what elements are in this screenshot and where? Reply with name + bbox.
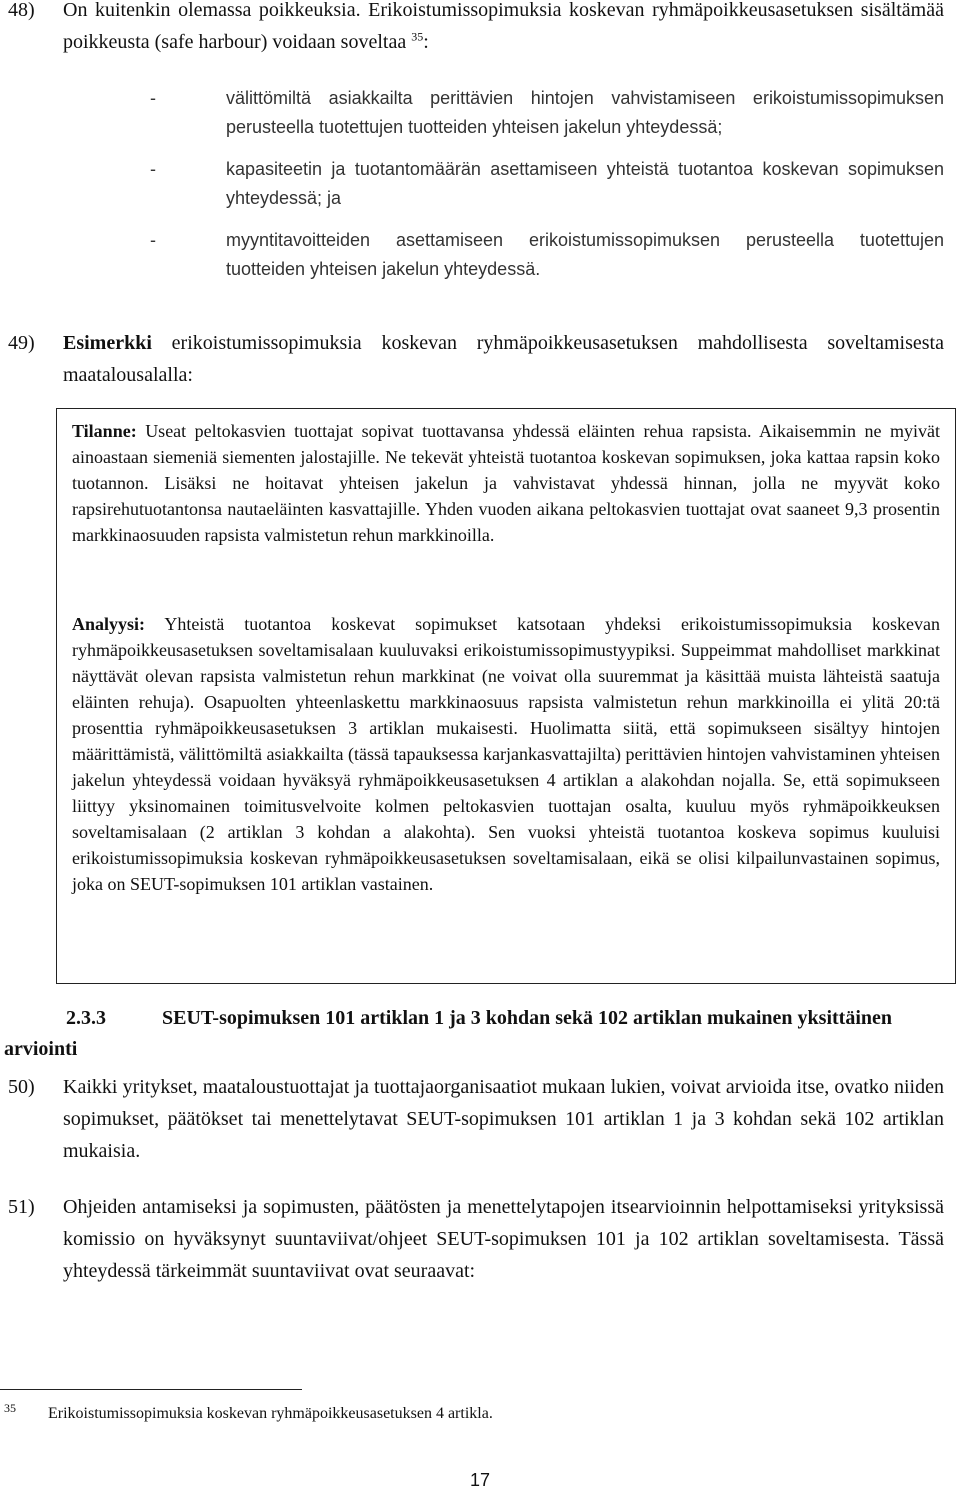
footnote-reference[interactable]: 35 (411, 29, 424, 44)
bullet-dash: - (150, 230, 156, 250)
paragraph-text: On kuitenkin olemassa poikkeuksia. Erikoistumissopimuksia koskevan ryhmäpoikkeusasetuksen sisältämää poikkeusta (safe harbour) voidaan soveltaa (63, 0, 944, 53)
paragraph-body (63, 327, 944, 391)
bullet-item (150, 226, 944, 284)
paragraph-number: 51) (8, 1196, 35, 1218)
paragraph-text-end: : (423, 31, 429, 53)
paragraph-body (63, 0, 944, 58)
paragraph-body: Kaikki yritykset, maataloustuottajat ja tuottajaorganisaatiot mukaan lukien, voivat arvioida itse, ovatko niiden sopimukset, päätökset tai menettelytavat SEUT-sopimuksen 101 artiklan 1 ja 3 kohdan sekä 102 artiklan mukaisia. (63, 1076, 944, 1162)
section-heading (4, 1003, 946, 1065)
bullet-item (150, 84, 944, 142)
analysis-text: Yhteistä tuotantoa koskevat sopimukset katsotaan yhdeksi erikoistumissopimuksia koskevan ryhmäpoikkeusasetuksen soveltamisalaan kuuluvaksi erikoistumissopimustyypiksi. Suppeimmat mahdolliset markkinat näyttävät olevan rapsista valmistetun rehun markkinat (ne voivat olla suuremmat ja käsittää muista lähteistä saatuja eläinten rehuja). Osapuolten yhteenlaskettu markkinaosuus rapsista valmistetun rehun markkinoilla ei ylitä 20:tä prosenttia ryhmäpoikkeusasetuksen 3 artiklan mukaisesti. Huolimatta siitä, että sopimukseen sisältyy hintojen määrittämistä, välittömiltä asiakkailta (tässä tapauksessa karjankasvattajilta) perittävien hintojen vahvistaminen yhteisen jakelun yhteydessä voidaan hyväksyä ryhmäpoikkeusasetuksen 4 artiklan a alakohdan nojalla. Se, että sopimukseen liittyy yksinomainen toimitusvelvoite kolmen peltokasvien tuottajan osalta, kuuluu myös ryhmäpoikkeuksen soveltamisalaan (2 artiklan 3 kohdan a alakohta). Sen vuoksi yhteistä tuotantoa koskeva sopimus kuuluisi erikoistumissopimuksia koskevan ryhmäpoikkeusasetuksen soveltamisalaan, eikä se olisi kilpailunvastainen sopimus, joka on SEUT-sopimuksen 101 artiklan vastainen. (72, 614, 940, 894)
paragraph-body: Ohjeiden antamiseksi ja sopimusten, päätösten ja menettelytapojen itsearvioinnin helpottamiseksi yrityksissä komissio on hyväksynyt suuntaviivat/ohjeet SEUT-sopimuksen 101 ja 102 artiklan soveltamisesta. Tässä yhteydessä tärkeimmät suuntaviivat ovat seuraavat: (63, 1196, 944, 1282)
bullet-dash: - (150, 88, 156, 108)
section-title: SEUT-sopimuksen 101 artiklan 1 ja 3 kohdan sekä 102 artiklan mukainen yksittäinen arviointi (4, 1007, 892, 1060)
bullet-text: kapasiteetin ja tuotantomäärän asettamiseen yhteistä tuotantoa koskevan sopimuksen yhteydessä; ja (226, 159, 944, 208)
bullet-text: myyntitavoitteiden asettamiseen erikoistumissopimuksen perusteella tuotettujen tuotteiden yhteisen jakelun yhteydessä. (226, 230, 944, 279)
situation-label: Tilanne: (72, 421, 137, 441)
bullet-list (150, 84, 944, 297)
bullet-text: välittömiltä asiakkailta perittävien hintojen vahvistamiseen erikoistumissopimuksen perusteella tuotettujen tuotteiden yhteisen jakelun yhteydessä; (226, 88, 944, 137)
paragraph-number: 50) (8, 1076, 35, 1098)
paragraph-51 (8, 1191, 944, 1287)
footnote-text: Erikoistumissopimuksia koskevan ryhmäpoikkeusasetuksen 4 artikla. (48, 1405, 493, 1422)
paragraph-49 (8, 327, 944, 391)
example-box (56, 408, 956, 984)
analysis-label: Analyysi: (72, 614, 146, 634)
situation-paragraph (72, 418, 940, 548)
section-number: 2.3.3 (66, 1007, 106, 1029)
paragraph-number: 49) (8, 332, 35, 354)
footnote-mark: 35 (4, 1401, 16, 1415)
paragraph-number: 48) (8, 0, 35, 21)
bullet-dash: - (150, 159, 156, 179)
situation-text: Useat peltokasvien tuottajat sopivat tuottavansa yhdessä eläinten rehua rapsista. Aikaisemmin ne myivät ainoastaan siemeniä siementen jalostajille. Ne tekevät yhteistä tuotantoa koskevan sopimuksen, joka kattaa rapsin koko tuotannon. Lisäksi ne hoitavat yhteisen jakelun ja vahvistavat yhdessä hinnan, jolla ne myyvät koko rapsirehutuotantonsa nautaeläinten kasvattajille. Yhden vuoden aikana peltokasvien tuottajat ovat saaneet 9,3 prosentin markkinaosuuden rapsista valmistetun rehun markkinoilla. (72, 421, 940, 545)
paragraph-48 (8, 0, 944, 58)
page-number: 17 (469, 1470, 491, 1490)
footnote (4, 1400, 904, 1428)
bullet-item (150, 155, 944, 213)
paragraph-bold-lead: Esimerkki (63, 332, 152, 354)
analysis-paragraph (72, 611, 940, 897)
paragraph-50 (8, 1071, 944, 1167)
footnote-divider (0, 1389, 302, 1390)
paragraph-text: erikoistumissopimuksia koskevan ryhmäpoikkeusasetuksen mahdollisesta soveltamisesta maatalousalalla: (63, 332, 944, 386)
